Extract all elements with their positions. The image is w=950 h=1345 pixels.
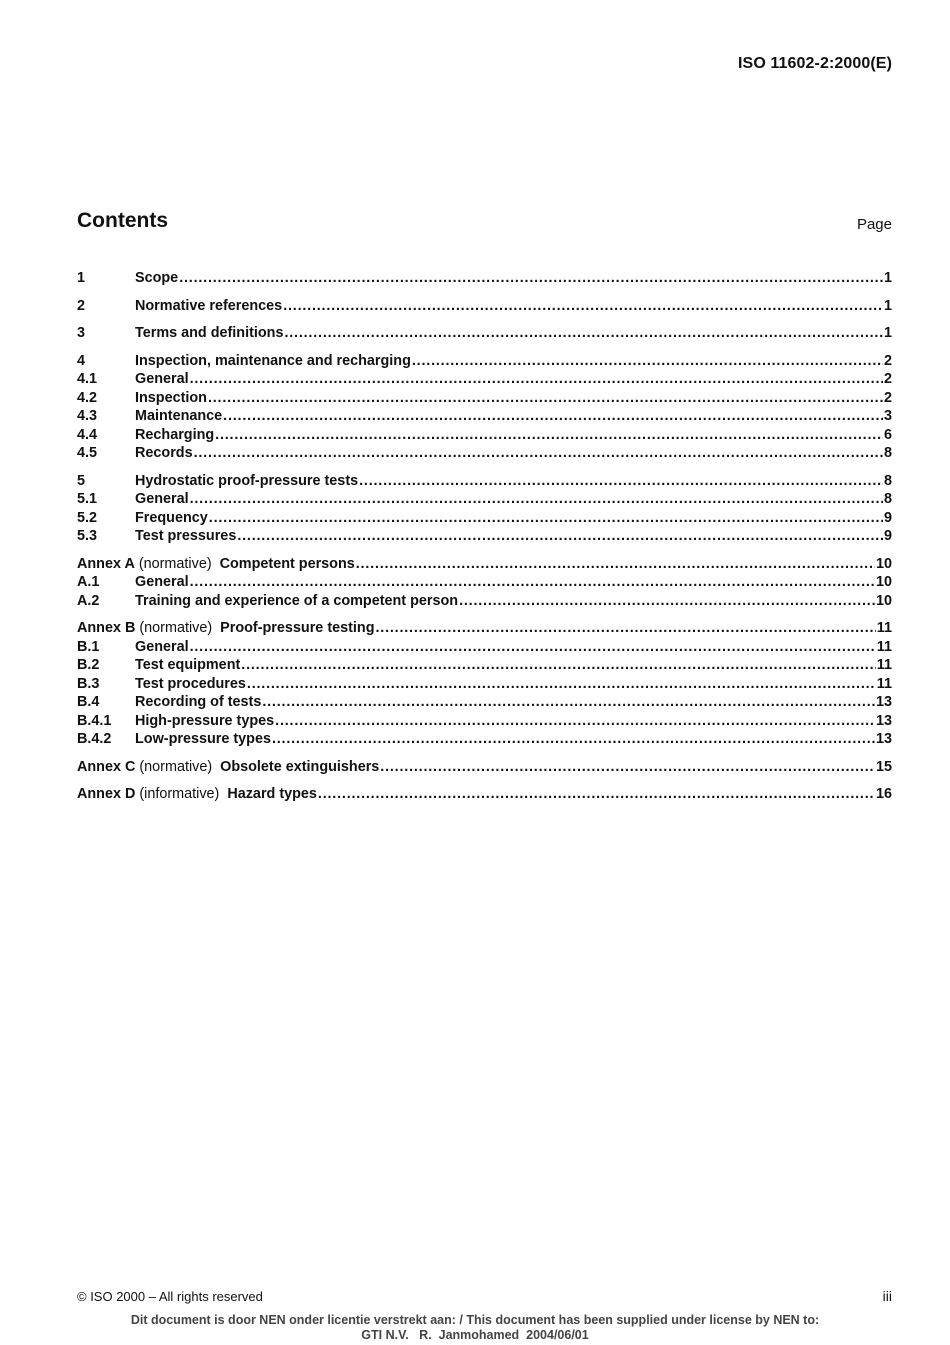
dot-leader	[359, 472, 883, 491]
dot-leader	[194, 444, 883, 463]
toc-annex-entry[interactable]	[77, 619, 892, 638]
page-column-label: Page	[856, 216, 892, 233]
toc-entry[interactable]	[77, 269, 892, 288]
toc-entry-page: 16	[875, 786, 892, 802]
toc-entry-title: General	[135, 491, 189, 507]
toc-entry-number: B.1	[77, 638, 100, 655]
toc-annex-label: Annex C	[77, 758, 136, 775]
toc-entry-number: A.2	[77, 592, 100, 609]
toc-annex-label: Annex A	[77, 555, 135, 572]
toc-entry-title: Low-pressure types	[135, 731, 271, 747]
dot-leader	[283, 297, 883, 316]
dot-leader	[190, 638, 876, 657]
toc-annex-kind: (informative)	[139, 786, 220, 802]
toc-entry-title: Inspection, maintenance and recharging	[135, 352, 411, 369]
toc-entry[interactable]	[77, 490, 892, 509]
toc-entry-page: 10	[875, 574, 892, 590]
toc-entry-number: 5.1	[77, 491, 98, 507]
dot-leader	[412, 352, 883, 371]
toc-entry-number: 5.2	[77, 509, 98, 526]
dot-leader	[190, 370, 883, 389]
dot-leader	[209, 509, 883, 528]
toc-group	[77, 352, 892, 463]
toc-group	[77, 297, 892, 316]
dot-leader	[375, 619, 875, 638]
dot-leader	[318, 785, 875, 804]
dot-leader	[247, 675, 876, 694]
toc-entry[interactable]	[77, 675, 892, 694]
license-line: GTI N.V. R. Janmohamed 2004/06/01	[361, 1328, 589, 1342]
toc-entry[interactable]	[77, 638, 892, 657]
toc-entry-title: Recording of tests	[135, 694, 262, 710]
toc-entry[interactable]	[77, 324, 892, 343]
dot-leader	[223, 407, 883, 426]
dot-leader	[190, 573, 875, 592]
toc-group	[77, 619, 892, 749]
toc-group	[77, 785, 892, 804]
toc-entry[interactable]	[77, 407, 892, 426]
dot-leader	[179, 269, 883, 288]
toc-entry-number: B.4	[77, 694, 100, 710]
toc-annex-kind: (normative)	[139, 620, 213, 636]
toc-entry-number: B.4.1	[77, 712, 112, 729]
toc-entry-page: 9	[883, 528, 892, 544]
toc-entry-number: 5	[77, 472, 86, 489]
copyright-notice: © ISO 2000 – All rights reserved	[77, 1289, 263, 1304]
toc-entry-title: Normative references	[135, 297, 283, 314]
toc-entry-number: 4.1	[77, 371, 98, 387]
dot-leader	[275, 712, 875, 731]
dot-leader	[190, 490, 883, 509]
dot-leader	[237, 527, 883, 546]
toc-entry-page: 11	[876, 620, 892, 636]
toc-entry-page: 13	[875, 731, 892, 747]
toc-entry-title: Competent persons	[219, 555, 355, 572]
dot-leader	[262, 693, 875, 712]
toc-entry-title: Maintenance	[135, 408, 223, 424]
toc-entry[interactable]	[77, 730, 892, 749]
toc-entry-number: 1	[77, 270, 86, 286]
dot-leader	[272, 730, 875, 749]
toc-entry-page: 8	[883, 491, 892, 507]
toc-entry-title: Recharging	[135, 426, 215, 443]
toc-entry-page: 13	[875, 694, 892, 710]
toc-annex-entry[interactable]	[77, 555, 892, 574]
toc-entry-number: 4.2	[77, 389, 98, 406]
toc-entry-number: A.1	[77, 574, 100, 590]
toc-entry-page: 13	[875, 712, 892, 729]
toc-entry-title: Test procedures	[135, 675, 246, 692]
toc-entry[interactable]	[77, 370, 892, 389]
toc-entry-page: 10	[875, 555, 892, 572]
toc-entry-page: 1	[883, 270, 892, 286]
toc-annex-label: Annex D	[77, 786, 136, 802]
toc-entry[interactable]	[77, 592, 892, 611]
toc-entry[interactable]	[77, 444, 892, 463]
license-notice	[0, 1313, 950, 1343]
toc-entry[interactable]	[77, 426, 892, 445]
toc-entry-number: 4.5	[77, 445, 98, 461]
toc-entry-number: 4.4	[77, 426, 98, 443]
toc-group	[77, 472, 892, 546]
toc-group	[77, 269, 892, 288]
toc-entry-number: B.2	[77, 657, 100, 673]
toc-group	[77, 324, 892, 343]
toc-entry-number: B.3	[77, 675, 100, 692]
toc-entry[interactable]	[77, 693, 892, 712]
toc-entry[interactable]	[77, 297, 892, 316]
toc-entry[interactable]	[77, 527, 892, 546]
toc-annex-kind: (normative)	[138, 555, 212, 572]
toc-entry-title: General	[135, 574, 189, 590]
toc-entry-page: 8	[883, 445, 892, 461]
toc-entry-title: High-pressure types	[135, 712, 275, 729]
toc-entry-page: 1	[883, 325, 892, 341]
toc-entry-number: 4.3	[77, 408, 98, 424]
table-of-contents	[77, 269, 892, 813]
dot-leader	[208, 389, 883, 408]
toc-entry-page: 2	[883, 352, 892, 369]
toc-entry-title: Training and experience of a competent person	[135, 592, 459, 609]
toc-entry-page: 11	[876, 675, 892, 692]
license-line: Dit document is door NEN onder licentie verstrekt aan: / This document has been supplied under license by NEN to:	[130, 1313, 820, 1327]
toc-entry[interactable]	[77, 509, 892, 528]
toc-entry[interactable]	[77, 389, 892, 408]
toc-entry-page: 15	[875, 758, 892, 775]
toc-entry-title: Scope	[135, 270, 179, 286]
toc-entry-page: 3	[883, 408, 892, 424]
toc-entry-page: 2	[883, 371, 892, 387]
dot-leader	[356, 555, 875, 574]
dot-leader	[215, 426, 883, 445]
toc-annex-entry[interactable]	[77, 758, 892, 777]
toc-entry-title: Test equipment	[135, 657, 241, 673]
toc-entry-page: 1	[883, 297, 892, 314]
toc-entry-title: Hazard types	[227, 786, 317, 802]
toc-entry[interactable]	[77, 573, 892, 592]
toc-group	[77, 758, 892, 777]
toc-annex-kind: (normative)	[139, 758, 213, 775]
toc-entry-title: Frequency	[135, 509, 208, 526]
toc-entry-page: 11	[876, 638, 892, 655]
dot-leader	[380, 758, 875, 777]
toc-entry-page: 11	[876, 657, 892, 673]
toc-entry-title: General	[135, 371, 189, 387]
toc-annex-entry[interactable]	[77, 785, 892, 804]
toc-entry[interactable]	[77, 656, 892, 675]
toc-entry-title: Test pressures	[135, 528, 237, 544]
toc-entry-title: Proof-pressure testing	[220, 620, 375, 636]
toc-entry-number: 3	[77, 325, 86, 341]
toc-entry-page: 9	[883, 509, 892, 526]
toc-entry-number: 4	[77, 352, 86, 369]
toc-entry-page: 2	[883, 389, 892, 406]
toc-entry-title: Records	[135, 445, 193, 461]
dot-leader	[284, 324, 883, 343]
toc-entry-page: 6	[883, 426, 892, 443]
toc-entry[interactable]	[77, 352, 892, 371]
toc-entry-number: 5.3	[77, 528, 98, 544]
toc-entry-title: Hydrostatic proof-pressure tests	[135, 472, 359, 489]
page-number: iii	[882, 1288, 892, 1304]
toc-entry-number: 2	[77, 297, 86, 314]
toc-entry-page: 10	[875, 592, 892, 609]
toc-entry-number: B.4.2	[77, 731, 112, 747]
toc-entry[interactable]	[77, 472, 892, 491]
document-id: ISO 11602-2:2000(E)	[738, 55, 892, 72]
toc-entry-title: General	[135, 638, 189, 655]
dot-leader	[241, 656, 876, 675]
contents-heading: Contents	[77, 209, 168, 232]
dot-leader	[459, 592, 875, 611]
toc-entry-title: Obsolete extinguishers	[220, 758, 380, 775]
toc-entry-title: Terms and definitions	[135, 325, 284, 341]
toc-group	[77, 555, 892, 611]
toc-entry-title: Inspection	[135, 389, 207, 406]
toc-entry-page: 8	[883, 472, 892, 489]
toc-entry[interactable]	[77, 712, 892, 731]
toc-annex-label: Annex B	[77, 620, 136, 636]
